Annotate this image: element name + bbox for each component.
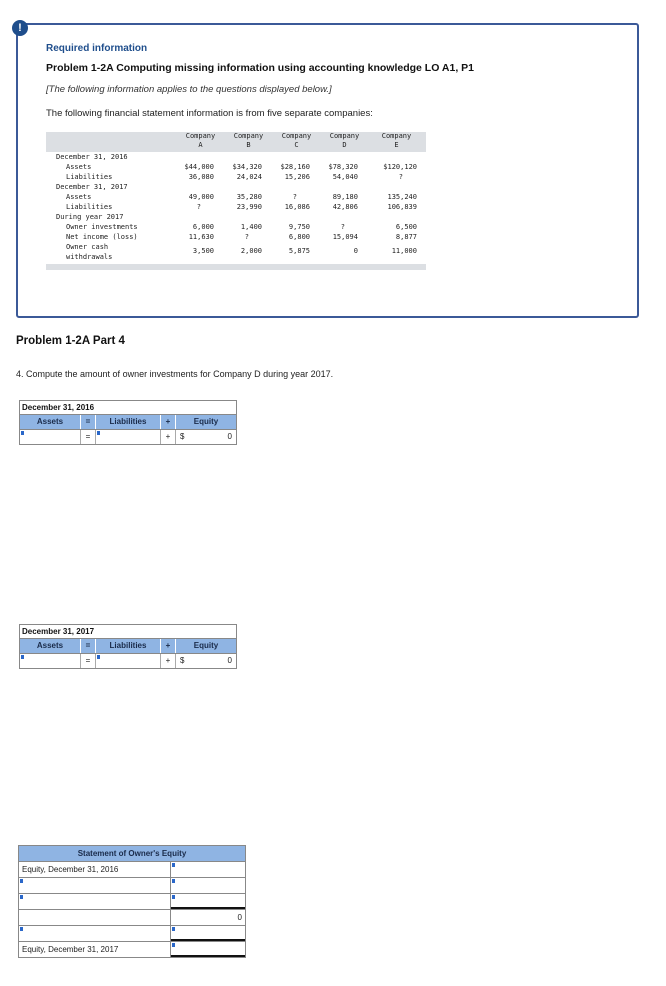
company-a-header: Company A [185, 132, 216, 149]
row-owner-withdrawals: Owner cash withdrawals 3,500 2,000 5,875 0 11,000 [66, 243, 417, 261]
equation-2016: December 31, 2016 Assets = Liabilities + Equity = + $ 0 [19, 400, 237, 445]
soe-line1-amount-input[interactable] [171, 878, 245, 893]
company-e-header: Company E [381, 132, 412, 149]
soe-line3-amount-input[interactable] [171, 926, 245, 941]
soe-line3-label-select[interactable] [19, 926, 171, 941]
equity-2017-value[interactable]: $ 0 [180, 656, 232, 665]
soe-end-label: Equity, December 31, 2017 [19, 942, 171, 957]
equation-2017: December 31, 2017 Assets = Liabilities + Equity = + $ 0 [19, 624, 237, 669]
row-assets-2016: Assets $44,000 $34,320 $28,160 $78,320 $120,120 [66, 163, 417, 171]
section-2016: December 31, 2016 [56, 153, 128, 161]
statement-of-owners-equity [18, 845, 246, 958]
row-net-income: Net income (loss) 11,630 ? 6,800 15,094 8,877 [66, 233, 417, 241]
equation-2016-caption: December 31, 2016 [19, 400, 237, 414]
company-c-header: Company C [281, 132, 312, 149]
assets-2017-input[interactable] [20, 654, 81, 668]
liabilities-2017-input[interactable] [96, 654, 161, 668]
info-note: [The following information applies to the questions displayed below.] [46, 84, 332, 95]
liabilities-2016-input[interactable] [96, 430, 161, 444]
info-intro: The following financial statement information is from five separate companies: [46, 108, 373, 119]
assets-2016-input[interactable] [20, 430, 81, 444]
alert-icon: ! [12, 20, 28, 36]
company-header-row [46, 132, 426, 152]
soe-start-label: Equity, December 31, 2016 [19, 862, 171, 877]
soe-line2-label-select[interactable] [19, 894, 171, 909]
question-text: 4. Compute the amount of owner investments for Company D during year 2017. [16, 369, 334, 379]
soe-start-amount-input[interactable] [171, 862, 245, 877]
row-assets-2017: Assets 49,000 35,280 ? 89,180 135,240 [66, 193, 417, 201]
equity-2016-value[interactable]: $ 0 [180, 432, 232, 441]
soe-end-amount-input[interactable] [171, 942, 245, 957]
company-d-header: Company D [329, 132, 360, 149]
row-liabilities-2016: Liabilities 36,080 24,024 15,206 54,040 ? [66, 173, 403, 181]
row-liabilities-2017: Liabilities ? 23,990 16,086 42,806 106,839 [66, 203, 417, 211]
problem-title: Problem 1-2A Computing missing information using accounting knowledge LO A1, P1 [46, 62, 475, 74]
soe-subtotal: 0 [237, 913, 242, 922]
part-heading: Problem 1-2A Part 4 [16, 335, 125, 347]
section-2017: December 31, 2017 [56, 183, 128, 191]
soe-title: Statement of Owner's Equity [19, 846, 245, 862]
row-owner-investments: Owner investments 6,000 1,400 9,750 ? 6,500 [66, 223, 417, 231]
section-during-2017: During year 2017 [56, 213, 124, 221]
equation-2017-caption: December 31, 2017 [19, 624, 237, 638]
soe-line2-amount-input[interactable] [171, 894, 245, 909]
financial-data-table [46, 132, 426, 270]
company-b-header: Company B [233, 132, 264, 149]
soe-line1-label-select[interactable] [19, 878, 171, 893]
required-info-heading: Required information [46, 43, 148, 54]
